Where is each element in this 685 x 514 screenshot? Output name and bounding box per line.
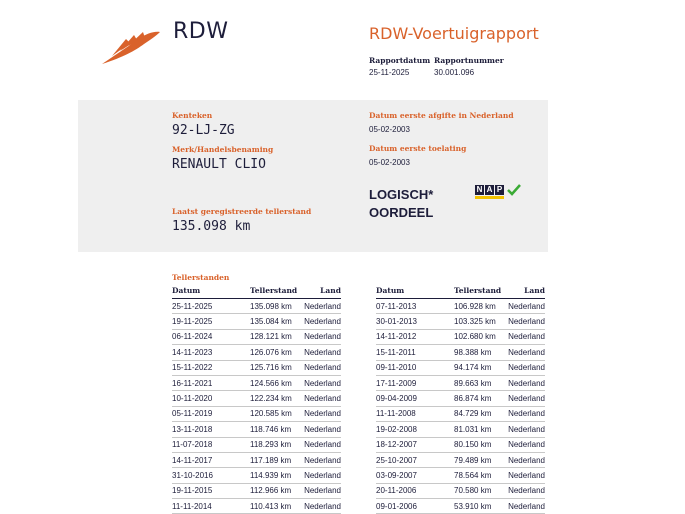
cell-datum: 13-11-2018 bbox=[172, 422, 236, 437]
col-land: Land bbox=[505, 285, 545, 299]
cell-land: Nederland bbox=[301, 314, 341, 329]
table-row bbox=[376, 314, 545, 329]
table-row bbox=[172, 391, 341, 406]
cell-tellerstand: 114.939 km bbox=[236, 468, 301, 483]
table-row bbox=[172, 345, 341, 360]
cell-datum: 09-01-2006 bbox=[376, 499, 440, 514]
cell-datum: 30-01-2013 bbox=[376, 314, 440, 329]
table-row bbox=[172, 452, 341, 467]
brand-name: RDW bbox=[173, 19, 229, 44]
cell-tellerstand: 122.234 km bbox=[236, 391, 301, 406]
cell-datum: 11-07-2018 bbox=[172, 437, 236, 452]
table-row bbox=[172, 314, 341, 329]
cell-land: Nederland bbox=[301, 437, 341, 452]
cell-land: Nederland bbox=[301, 360, 341, 375]
cell-datum: 14-11-2023 bbox=[172, 345, 236, 360]
vehicle-panel bbox=[78, 100, 548, 252]
toelating-value: 05-02-2003 bbox=[369, 158, 410, 167]
cell-land: Nederland bbox=[505, 314, 545, 329]
cell-datum: 11-11-2008 bbox=[376, 406, 440, 421]
cell-tellerstand: 84.729 km bbox=[440, 406, 505, 421]
table-row bbox=[172, 499, 341, 514]
table-row bbox=[376, 452, 545, 467]
cell-tellerstand: 120.585 km bbox=[236, 406, 301, 421]
cell-datum: 18-12-2007 bbox=[376, 437, 440, 452]
table-row bbox=[376, 391, 545, 406]
afgifte-field bbox=[369, 111, 514, 134]
cell-datum: 14-11-2012 bbox=[376, 329, 440, 344]
cell-land: Nederland bbox=[505, 360, 545, 375]
nap-letter: P bbox=[496, 185, 503, 194]
cell-tellerstand: 78.564 km bbox=[440, 468, 505, 483]
merk-field bbox=[172, 145, 273, 172]
cell-land: Nederland bbox=[301, 406, 341, 421]
cell-land: Nederland bbox=[505, 499, 545, 514]
cell-datum: 03-09-2007 bbox=[376, 468, 440, 483]
verdict-line2: OORDEEL bbox=[369, 205, 434, 220]
cell-land: Nederland bbox=[301, 468, 341, 483]
cell-land: Nederland bbox=[301, 299, 341, 314]
table-row bbox=[376, 345, 545, 360]
cell-land: Nederland bbox=[505, 452, 545, 467]
toelating-field bbox=[369, 144, 466, 167]
cell-land: Nederland bbox=[301, 452, 341, 467]
cell-tellerstand: 89.663 km bbox=[440, 375, 505, 390]
cell-tellerstand: 124.566 km bbox=[236, 375, 301, 390]
cell-land: Nederland bbox=[505, 483, 545, 498]
cell-land: Nederland bbox=[301, 422, 341, 437]
cell-tellerstand: 110.413 km bbox=[236, 499, 301, 514]
cell-datum: 14-11-2017 bbox=[172, 452, 236, 467]
cell-land: Nederland bbox=[301, 375, 341, 390]
cell-land: Nederland bbox=[301, 499, 341, 514]
cell-tellerstand: 135.098 km bbox=[236, 299, 301, 314]
cell-land: Nederland bbox=[505, 468, 545, 483]
merk-label: Merk/Handelsbenaming bbox=[172, 145, 274, 154]
cell-land: Nederland bbox=[301, 391, 341, 406]
table-row bbox=[172, 437, 341, 452]
cell-datum: 16-11-2021 bbox=[172, 375, 236, 390]
cell-tellerstand: 80.150 km bbox=[440, 437, 505, 452]
table-row bbox=[172, 483, 341, 498]
cell-datum: 19-11-2015 bbox=[172, 483, 236, 498]
rapportnummer-value: 30.001.096 bbox=[434, 68, 475, 77]
rdw-feather-logo bbox=[100, 30, 162, 66]
table-row bbox=[376, 360, 545, 375]
cell-tellerstand: 79.489 km bbox=[440, 452, 505, 467]
nap-letter: A bbox=[486, 185, 493, 194]
cell-datum: 09-11-2010 bbox=[376, 360, 440, 375]
cell-tellerstand: 98.388 km bbox=[440, 345, 505, 360]
table-row bbox=[376, 437, 545, 452]
col-tellerstand: Tellerstand bbox=[236, 285, 301, 299]
cell-tellerstand: 126.076 km bbox=[236, 345, 301, 360]
kenteken-value: 92-LJ-ZG bbox=[172, 123, 235, 138]
cell-tellerstand: 94.174 km bbox=[440, 360, 505, 375]
col-datum: Datum bbox=[376, 285, 440, 299]
tellerstanden-table-right bbox=[376, 285, 545, 514]
cell-datum: 09-04-2009 bbox=[376, 391, 440, 406]
cell-datum: 25-10-2007 bbox=[376, 452, 440, 467]
cell-datum: 25-11-2025 bbox=[172, 299, 236, 314]
table-row bbox=[172, 375, 341, 390]
cell-tellerstand: 102.680 km bbox=[440, 329, 505, 344]
tellerstand-label: Laatst geregistreerde tellerstand bbox=[172, 207, 312, 216]
tellerstanden-table-left bbox=[172, 285, 341, 514]
report-title: RDW-Voertuigrapport bbox=[369, 24, 539, 43]
table-row bbox=[376, 483, 545, 498]
table-row bbox=[172, 299, 341, 314]
cell-datum: 17-11-2009 bbox=[376, 375, 440, 390]
rapportnummer-label: Rapportnummer bbox=[434, 56, 504, 65]
afgifte-value: 05-02-2003 bbox=[369, 125, 410, 134]
cell-land: Nederland bbox=[505, 406, 545, 421]
nap-bar bbox=[475, 196, 504, 199]
cell-datum: 11-11-2014 bbox=[172, 499, 236, 514]
table-row bbox=[376, 468, 545, 483]
cell-land: Nederland bbox=[505, 329, 545, 344]
table-header-row bbox=[172, 285, 341, 299]
table-row bbox=[376, 375, 545, 390]
cell-land: Nederland bbox=[505, 375, 545, 390]
kenteken-label: Kenteken bbox=[172, 111, 213, 120]
table-row bbox=[376, 299, 545, 314]
cell-tellerstand: 81.031 km bbox=[440, 422, 505, 437]
table-row bbox=[376, 422, 545, 437]
table-row bbox=[376, 329, 545, 344]
cell-datum: 15-11-2011 bbox=[376, 345, 440, 360]
kenteken-field bbox=[172, 111, 235, 138]
rapportdatum-value: 25-11-2025 bbox=[369, 68, 410, 77]
cell-tellerstand: 70.580 km bbox=[440, 483, 505, 498]
tellerstand-field bbox=[172, 207, 311, 234]
cell-datum: 06-11-2024 bbox=[172, 329, 236, 344]
tellerstand-value: 135.098 km bbox=[172, 219, 251, 234]
table-row bbox=[376, 406, 545, 421]
col-land: Land bbox=[301, 285, 341, 299]
cell-datum: 19-02-2008 bbox=[376, 422, 440, 437]
table-row bbox=[172, 329, 341, 344]
cell-tellerstand: 112.966 km bbox=[236, 483, 301, 498]
cell-land: Nederland bbox=[301, 329, 341, 344]
table-row bbox=[172, 360, 341, 375]
cell-land: Nederland bbox=[505, 391, 545, 406]
cell-land: Nederland bbox=[505, 422, 545, 437]
rapportnummer-block bbox=[434, 56, 504, 77]
cell-datum: 31-10-2016 bbox=[172, 468, 236, 483]
cell-datum: 20-11-2006 bbox=[376, 483, 440, 498]
rapportdatum-label: Rapportdatum bbox=[369, 56, 431, 65]
cell-datum: 07-11-2013 bbox=[376, 299, 440, 314]
rapportdatum-block bbox=[369, 56, 430, 77]
cell-land: Nederland bbox=[505, 437, 545, 452]
cell-datum: 15-11-2022 bbox=[172, 360, 236, 375]
checkmark-icon bbox=[507, 184, 521, 196]
afgifte-label: Datum eerste afgifte in Nederland bbox=[369, 111, 514, 120]
cell-tellerstand: 125.716 km bbox=[236, 360, 301, 375]
cell-datum: 10-11-2020 bbox=[172, 391, 236, 406]
table-header-row bbox=[376, 285, 545, 299]
cell-tellerstand: 128.121 km bbox=[236, 329, 301, 344]
verdict bbox=[369, 186, 433, 222]
cell-tellerstand: 106.928 km bbox=[440, 299, 505, 314]
toelating-label: Datum eerste toelating bbox=[369, 144, 467, 153]
table-row bbox=[172, 468, 341, 483]
verdict-line1: LOGISCH* bbox=[369, 187, 434, 202]
cell-tellerstand: 117.189 km bbox=[236, 452, 301, 467]
cell-tellerstand: 118.293 km bbox=[236, 437, 301, 452]
nap-letter: N bbox=[476, 185, 483, 194]
col-tellerstand: Tellerstand bbox=[440, 285, 505, 299]
cell-tellerstand: 103.325 km bbox=[440, 314, 505, 329]
cell-tellerstand: 86.874 km bbox=[440, 391, 505, 406]
tellerstanden-title: Tellerstanden bbox=[172, 273, 230, 282]
cell-datum: 19-11-2025 bbox=[172, 314, 236, 329]
cell-datum: 05-11-2019 bbox=[172, 406, 236, 421]
cell-tellerstand: 135.084 km bbox=[236, 314, 301, 329]
col-datum: Datum bbox=[172, 285, 236, 299]
nap-check-icon bbox=[475, 184, 521, 196]
cell-land: Nederland bbox=[301, 345, 341, 360]
cell-tellerstand: 53.910 km bbox=[440, 499, 505, 514]
cell-tellerstand: 118.746 km bbox=[236, 422, 301, 437]
cell-land: Nederland bbox=[301, 483, 341, 498]
cell-land: Nederland bbox=[505, 299, 545, 314]
table-row bbox=[172, 422, 341, 437]
table-row bbox=[172, 406, 341, 421]
cell-land: Nederland bbox=[505, 345, 545, 360]
merk-value: RENAULT CLIO bbox=[172, 157, 266, 172]
table-row bbox=[376, 499, 545, 514]
